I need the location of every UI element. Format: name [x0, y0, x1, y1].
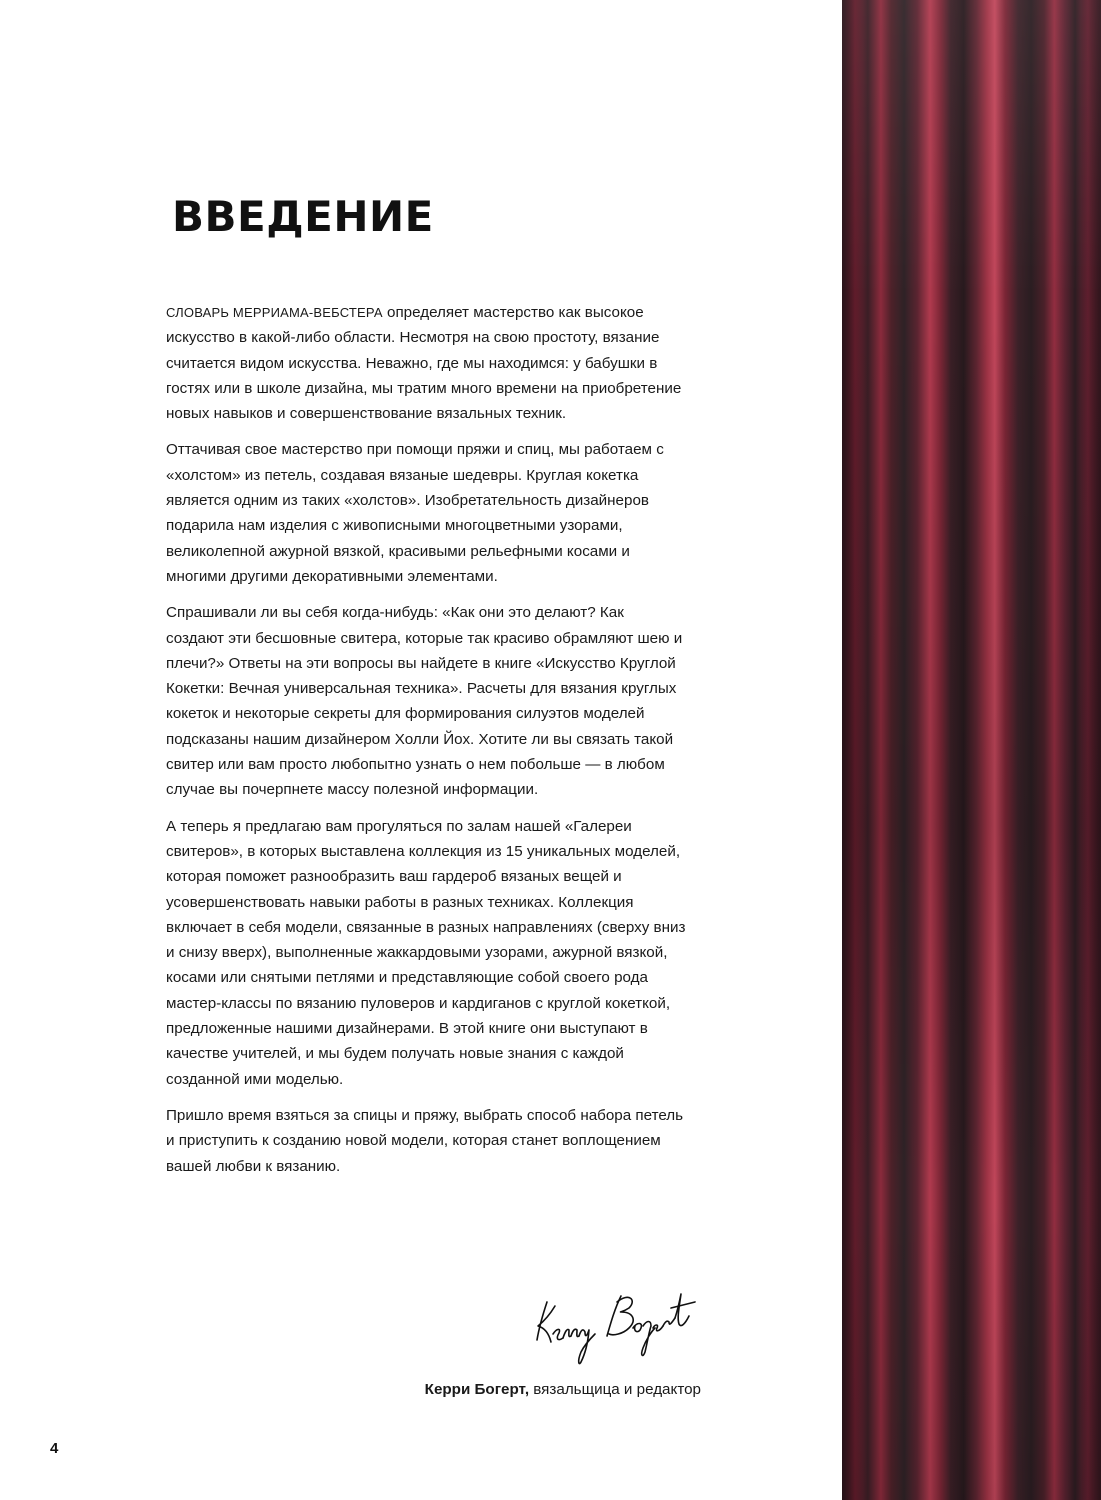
page-number: 4: [50, 1440, 59, 1457]
paragraph-lead-smallcaps: СЛОВАРЬ МЕРРИАМА-ВЕБСТЕРА: [166, 305, 383, 320]
signature-caption: [425, 1381, 701, 1398]
author-name: Керри Богерт,: [424, 1381, 530, 1398]
intro-paragraph-5: Пришло время взяться за спицы и пряжу, выбрать способ набора петель и приступить к созданию новой модели, которая станет воплощением вашей любви к вязанию.: [166, 1106, 684, 1175]
intro-text: [166, 300, 686, 1190]
intro-paragraph-3: Спрашивали ли вы себя когда-нибудь: «Как они это делают? Как создают эти бесшовные свитера, которые так красиво обрамляют шею и плечи?» Ответы на эти вопросы вы найдете в книге «Искусство Круглой Кокетки: Вечная универсальная техника». Расчеты для вязания круглых кокеток и некоторые секреты для формирования силуэтов моделей подсказаны нашим дизайнером Холли Йох. Хотите ли вы связать такой свитер или вам просто любопытно узнать о нем побольше — в любом случае вы почерпнете массу полезной информации.: [166, 604, 683, 799]
handwritten-signature: [525, 1278, 705, 1368]
page-title: ВВЕДЕНИЕ: [172, 192, 434, 241]
decorative-art-panel: [842, 0, 1101, 1500]
intro-paragraph-4: А теперь я предлагаю вам прогуляться по залам нашей «Галереи свитеров», в которых выставлена коллекция из 15 уникальных моделей, которая поможет разнообразить ваш гардероб вязаных вещей и усовершенствовать навыки работы в разных техниках. Коллекция включает в себя модели, связанные в разных направлениях (сверху вниз и снизу вверх), выполненные жаккардовыми узорами, ажурной вязкой, косами или снятыми петлями и представляющие собой своего рода мастер-классы по вязанию пуловеров и кардиганов с круглой кокеткой, предложенные нашими дизайнерами. В этой книге они выступают в качестве учителей, и мы будем получать новые знания с каждой созданной ими моделью.: [166, 817, 686, 1088]
paragraph-1-text: определяет мастерство как высокое искусство в какой-либо области. Несмотря на свою простоту, вязание считается видом искусства. Неважно, где мы находимся: у бабушки в гостях или в школе дизайна, мы тратим много времени на приобретение новых навыков и совершенствование вязальных техник.: [166, 304, 682, 423]
intro-paragraph-2: Оттачивая свое мастерство при помощи пряжи и спиц, мы работаем с «холстом» из петель, создавая вязаные шедевры. Круглая кокетка является одним из таких «холстов». Изобретательность дизайнеров подарила нам изделия с живописными многоцветными узорами, великолепной ажурной вязкой, красивыми рельефными косами и многими другими декоративными элементами.: [166, 441, 664, 585]
signature-graphic: [525, 1278, 705, 1368]
intro-paragraph-1: [166, 300, 686, 426]
author-role: вязальщица и редактор: [529, 1381, 701, 1398]
